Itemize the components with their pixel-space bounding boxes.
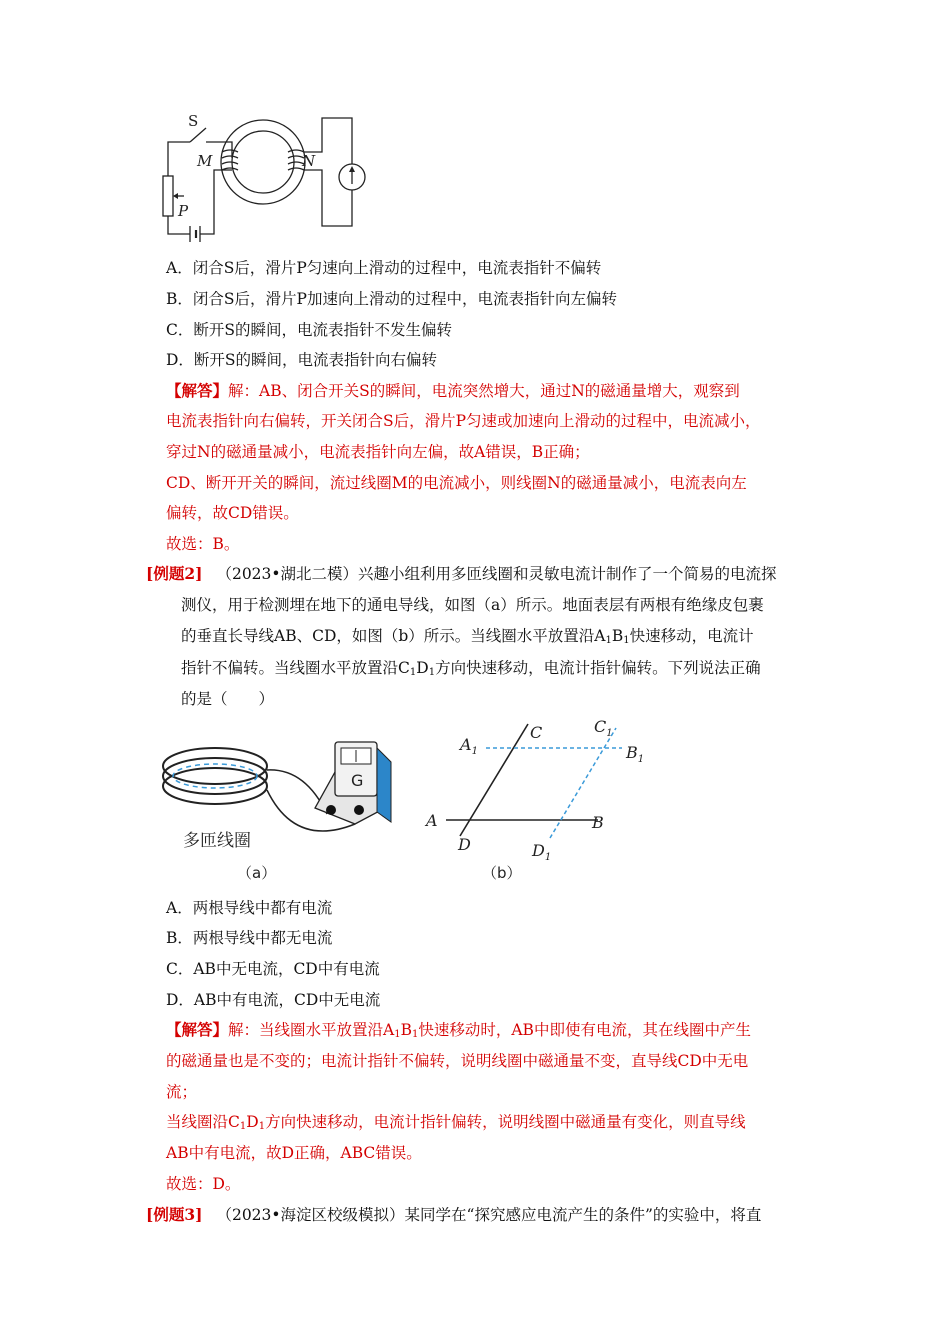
label-d1: $D_1$ bbox=[532, 841, 552, 863]
label-p: P bbox=[178, 202, 189, 220]
q2-option-d: D．AB中有电流，CD中无电流 bbox=[166, 991, 381, 1009]
q2-tag: [例题2] bbox=[146, 564, 203, 583]
q2-stem-line-5: 的是（ ） bbox=[181, 690, 275, 708]
figure-a-coil-galvanometer bbox=[155, 728, 405, 888]
label-d: D bbox=[458, 835, 471, 854]
galvanometer-label: G bbox=[351, 771, 364, 790]
q1-option-d: D．断开S的瞬间，电流表指针向右偏转 bbox=[166, 351, 438, 369]
coil-label: 多匝线圈 bbox=[183, 831, 251, 851]
q1-option-b: B．闭合S后，滑片P加速向上滑动的过程中，电流表指针向左偏转 bbox=[166, 290, 617, 308]
label-s: S bbox=[188, 112, 199, 130]
q2-option-a: A．两根导线中都有电流 bbox=[166, 899, 333, 917]
q2-answer-line-5: AB中有电流，故D正确，ABC错误。 bbox=[166, 1144, 422, 1162]
q2-choice: 故选：D。 bbox=[166, 1175, 241, 1193]
figure-b-caption: （b） bbox=[482, 864, 522, 882]
q1-answer-line-1: 【解答】解：AB、闭合开关S的瞬间，电流突然增大，通过N的磁通量增大，观察到 bbox=[166, 381, 740, 400]
label-n: N bbox=[302, 152, 316, 170]
label-b: B bbox=[592, 813, 604, 832]
q1-option-c: C．断开S的瞬间，电流表指针不发生偏转 bbox=[166, 321, 452, 339]
q3-tag: [例题3] bbox=[146, 1205, 203, 1224]
label-a1: $A_1$ bbox=[460, 735, 478, 757]
q1-choice: 故选：B。 bbox=[166, 535, 240, 553]
q2-stem-line-3: 的垂直长导线AB、CD，如图（b）所示。当线圈水平放置沿$A_1B_1$快速移动，电流计 bbox=[181, 627, 754, 646]
q2-answer-line-2: 的磁通量也是不变的；电流计指针不偏转，说明线圈中磁通量不变，直导线CD中无电 bbox=[166, 1052, 749, 1070]
q1-option-a: A．闭合S后，滑片P匀速向上滑动的过程中，电流表指针不偏转 bbox=[166, 259, 602, 277]
q2-stem-line-2: 测仪，用于检测埋在地下的通电导线，如图（a）所示。地面表层有两根有绝缘皮包裹 bbox=[181, 596, 764, 614]
label-a: A bbox=[426, 811, 438, 830]
figure-b-wires bbox=[420, 712, 660, 888]
q2-source: （2023•湖北二模） bbox=[216, 565, 359, 583]
q2-option-c: C．AB中无电流，CD中有电流 bbox=[166, 960, 380, 978]
q2-answer-label: 【解答】 bbox=[166, 1020, 229, 1039]
q1-answer-line-5: 偏转，故CD错误。 bbox=[166, 504, 299, 522]
q1-answer-line-4: CD、断开开关的瞬间，流过线圈M的电流减小，则线圈N的磁通量减小，电流表向左 bbox=[166, 474, 747, 492]
q2-answer-line-1: 【解答】解：当线圈水平放置沿$A_1B_1$快速移动时，AB中即使有电流，其在线圈中产生 bbox=[166, 1020, 751, 1040]
circuit-figure bbox=[150, 108, 380, 248]
q3-stem-line-1: [例题3] （2023•海淀区校级模拟）某同学在“探究感应电流产生的条件”的实验中，将直 bbox=[146, 1205, 762, 1224]
figure-a-caption: （a） bbox=[237, 864, 277, 882]
q2-answer-line-4: 当线圈沿$C_1D_1$方向快速移动，电流计指针偏转，说明线圈中磁通量有变化，则直导线 bbox=[166, 1113, 746, 1132]
q2-stem-line-4: 指针不偏转。当线圈水平放置沿$C_1D_1$方向快速移动，电流计指针偏转。下列说法正确 bbox=[181, 659, 761, 678]
label-c1: $C_1$ bbox=[594, 717, 613, 739]
label-b1: $B_1$ bbox=[626, 743, 645, 765]
q3-source: （2023•海淀区校级模拟） bbox=[216, 1206, 405, 1224]
label-c: C bbox=[530, 723, 543, 742]
q2-option-b: B．两根导线中都无电流 bbox=[166, 929, 333, 947]
q1-answer-line-2: 电流表指针向右偏转，开关闭合S后，滑片P匀速或加速向上滑动的过程中，电流减小， bbox=[166, 412, 761, 430]
q2-stem-line-1: [例题2] （2023•湖北二模）兴趣小组利用多匝线圈和灵敏电流计制作了一个简易的电流探 bbox=[146, 564, 777, 583]
q1-answer-label: 【解答】 bbox=[166, 381, 229, 400]
label-m: M bbox=[197, 152, 213, 170]
q1-answer-line-3: 穿过N的磁通量减小，电流表指针向左偏，故A错误，B正确； bbox=[166, 443, 590, 461]
q2-answer-line-3: 流； bbox=[166, 1083, 198, 1101]
